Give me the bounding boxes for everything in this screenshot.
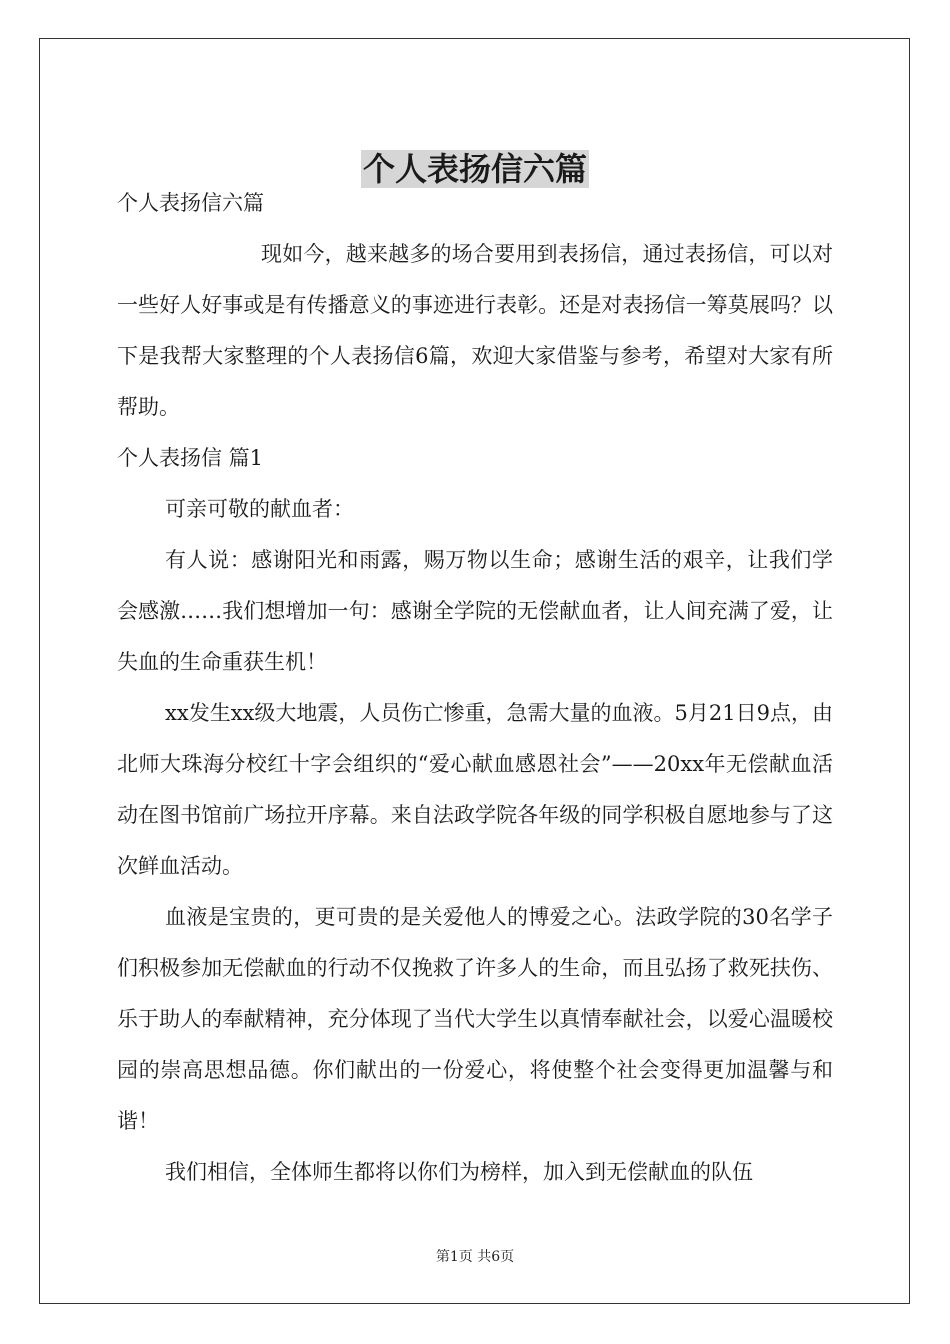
salutation-paragraph: 可亲可敬的献血者：	[165, 497, 354, 521]
intro-paragraph: 现如今，越来越多的场合要用到表扬信，通过表扬信，可以对一些好人好事或是有传播意义的事迹进行表彰。还是对表扬信一筹莫展吗？以下是我帮大家整理的个人表扬信6篇，欢迎大家借鉴与参考，希望对大家有所帮助。	[117, 242, 833, 419]
body-paragraph: 血液是宝贵的，更可贵的是关爱他人的博爱之心。法政学院的30名学子们积极参加无偿献血的行动不仅挽救了许多人的生命，而且弘扬了救死扶伤、乐于助人的奉献精神，充分体现了当代大学生以真情奉献社会，以爱心温暖校园的崇高思想品德。你们献出的一份爱心，将使整个社会变得更加温馨与和谐！	[117, 905, 833, 1133]
subtitle-paragraph: 个人表扬信六篇	[117, 191, 264, 215]
document-title-text: 个人表扬信六篇	[362, 150, 587, 189]
body-paragraph: xx发生xx级大地震，人员伤亡惨重，急需大量的血液。5月21日9点，由北师大珠海分校红十字会组织的“爱心献血感恩社会”——20xx年无偿献血活动在图书馆前广场拉开序幕。来自法政学院各年级的同学积极自愿地参与了这次鲜血活动。	[117, 701, 833, 878]
page-footer: 第1页 共6页	[435, 1249, 515, 1265]
body-paragraph: 我们相信，全体师生都将以你们为榜样，加入到无偿献血的队伍	[165, 1160, 753, 1184]
body-paragraph: 有人说：感谢阳光和雨露，赐万物以生命；感谢生活的艰辛，让我们学会感激……我们想增加一句：感谢全学院的无偿献血者，让人间充满了爱，让失血的生命重获生机！	[117, 548, 833, 674]
document-body	[117, 178, 833, 1198]
section-heading: 个人表扬信 篇1	[117, 446, 264, 470]
